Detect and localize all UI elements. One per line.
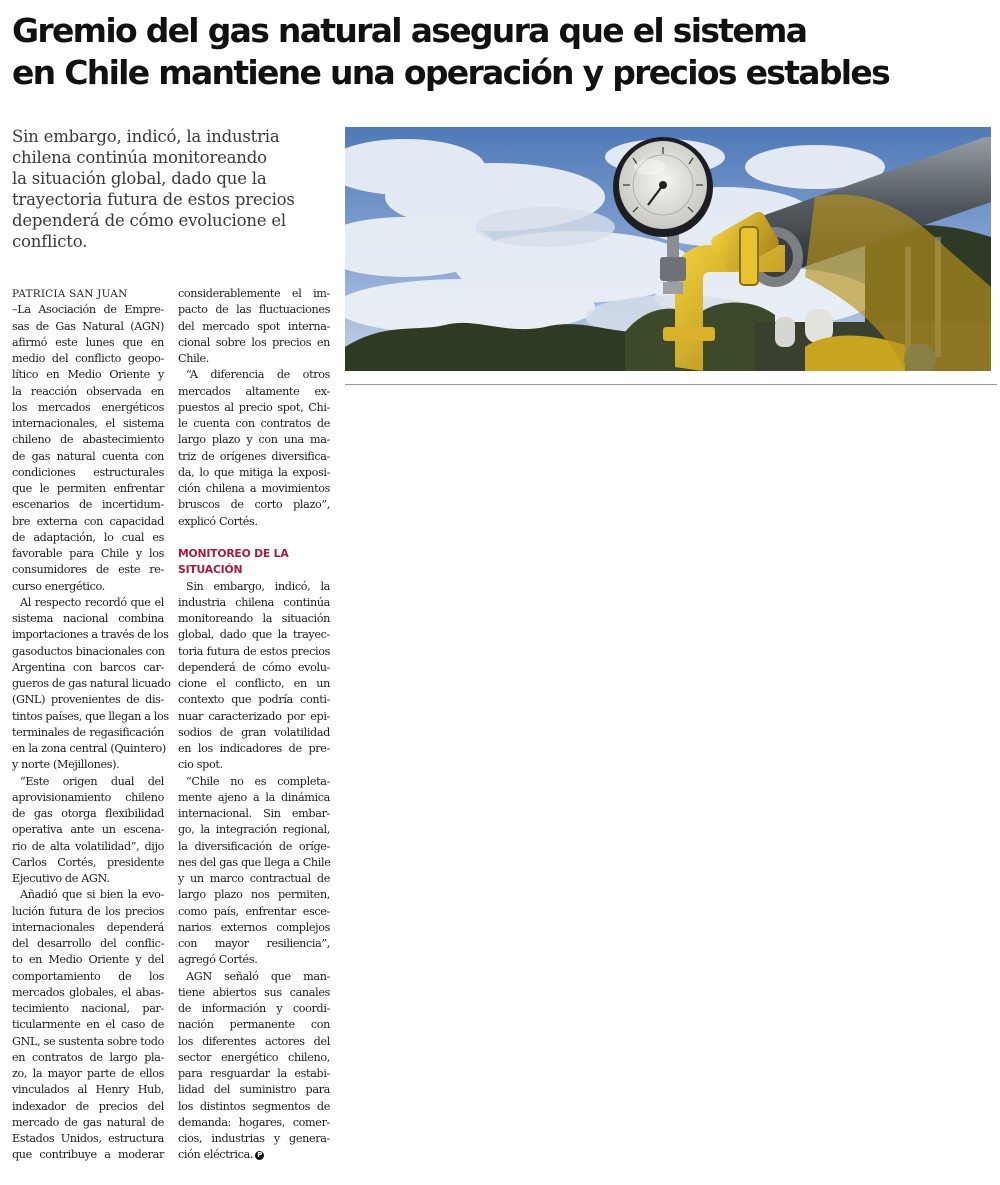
body-line: pacto de las fluctuaciones: [178, 303, 330, 317]
headline-line: Gremio del gas natural asegura que el sistema: [12, 11, 807, 50]
body-line: (GNL) provenientes de dis-: [12, 693, 164, 707]
body-line: lítico en Medio Oriente y: [12, 368, 164, 382]
body-line: “Este origen dual del: [20, 774, 164, 788]
body-line: operativa ante un escena-: [12, 823, 164, 837]
body-line: sistema nacional combina: [12, 612, 164, 625]
body-line: condiciones estructurales: [12, 465, 164, 479]
body-line: mente ajeno a la dinámica: [178, 790, 330, 804]
body-line: dependerá de cómo evolu-: [178, 660, 330, 674]
body-line: internacionales dependerá: [12, 920, 164, 934]
body-line: vinculados al Henry Hub,: [12, 1083, 164, 1097]
body-line: de información y coordi-: [178, 1002, 330, 1015]
body-line: mercado de gas natural de: [12, 1115, 164, 1129]
body-line: rio de alta volatilidad”, dijo: [12, 839, 164, 853]
body-line: ción chilena a movimientos: [178, 482, 330, 495]
section-subhead: MONITOREO DE LA: [178, 547, 289, 560]
body-line: y un marco contractual de: [178, 872, 330, 885]
body-line: ticularmente en el caso de: [12, 1018, 164, 1032]
body-line: de gas otorga flexibilidad: [12, 807, 164, 820]
gas-pressure-gauge-photo: [345, 127, 991, 371]
body-line: que le permiten enfrentar: [12, 482, 164, 495]
body-line: con mayor resiliencia”,: [178, 937, 330, 950]
end-of-article-icon: P: [255, 1151, 264, 1160]
lead-line: trayectoria futura de estos precios: [12, 190, 295, 209]
body-line-last: [178, 1147, 330, 1163]
body-line: Carlos Cortés, presidente: [12, 855, 164, 869]
body-line: toria futura de estos precios: [178, 644, 330, 658]
article-column-2: [178, 286, 330, 1164]
body-line: narios externos complejos: [178, 920, 330, 934]
body-line: comportamiento de los: [12, 969, 164, 983]
body-line: chileno de abastecimiento: [12, 433, 164, 447]
body-line: GNL, se sustenta sobre todo: [12, 1034, 164, 1048]
body-line: terminales de regasificación: [12, 725, 164, 739]
body-line: largo plazo nos permiten,: [178, 888, 330, 902]
body-line: “A diferencia de otros: [186, 368, 330, 382]
body-line: nes del gas que llega a Chile: [178, 855, 331, 869]
body-line: en contratos de largo pla-: [12, 1050, 164, 1064]
body-line: nación permanente con: [178, 1018, 330, 1032]
body-line: en los indicadores de pre-: [178, 742, 330, 755]
body-line: consumidores de este re-: [12, 563, 164, 577]
body-line: tintos países, que llegan a los: [12, 709, 169, 723]
body-line: largo plazo y con una ma-: [178, 433, 330, 447]
body-line: lidad del suministro para: [178, 1083, 330, 1097]
lead-line: dependerá de cómo evolucione el: [12, 211, 287, 230]
body-line: y norte (Mejillones).: [12, 758, 120, 772]
body-line: agregó Cortés.: [178, 953, 258, 967]
article-column-1: [12, 286, 171, 1164]
body-line: to en Medio Oriente y del: [12, 953, 164, 967]
body-line: sodios de gran volatilidad: [178, 725, 330, 739]
body-line: la diversificación de oríge-: [178, 839, 330, 853]
body-line: cione el conflicto, en un: [178, 677, 330, 690]
body-line: gasoductos binacionales con: [12, 644, 165, 658]
body-line: explicó Cortés.: [178, 514, 258, 528]
body-line: curso energético.: [12, 579, 105, 593]
body-line: sas de Gas Natural (AGN): [12, 319, 164, 333]
body-line: Añadió que si bien la evo-: [20, 888, 164, 902]
body-line: internacionales, el sistema: [12, 417, 164, 430]
section-subhead: SITUACIÓN: [178, 563, 243, 577]
body-line: zo, la mayor parte de ellos: [12, 1067, 164, 1080]
body-line: los diferentes actores del: [178, 1034, 330, 1048]
body-line: bre externa con capacidad: [12, 514, 164, 528]
body-line: tecimiento nacional, par-: [12, 1002, 164, 1015]
body-line: que contribuye a moderar: [12, 1148, 164, 1162]
lead-line: chilena continúa monitoreando: [12, 148, 267, 167]
body-line: cio spot.: [178, 758, 223, 772]
body-line: de adaptación, lo cual es: [12, 530, 164, 544]
body-line: demanda: hogares, comer-: [178, 1115, 330, 1129]
body-line: ción eléctrica.: [178, 1148, 254, 1162]
body-line: del mercado spot interna-: [178, 319, 330, 333]
byline: PATRICIA SAN JUAN: [12, 288, 128, 300]
body-line: favorable para Chile y los: [12, 547, 164, 560]
body-line: escenarios de incertidum-: [12, 498, 164, 512]
body-line: del desarrollo del conflic-: [12, 937, 164, 950]
body-line: aprovisionamiento chileno: [12, 790, 164, 804]
body-line: medio del conflicto geopo-: [12, 352, 164, 365]
body-line: triz de orígenes diversifica-: [178, 449, 330, 463]
body-line: global, dado que la trayec-: [178, 628, 330, 642]
body-line: en la zona central (Quintero): [12, 742, 166, 755]
body-line: lución futura de los precios: [12, 904, 164, 918]
body-line: AGN señaló que man-: [186, 969, 330, 983]
body-line: mercados globales, el abas-: [12, 985, 164, 999]
body-line: tiene abiertos sus canales: [178, 985, 330, 999]
body-line: indexador de precios del: [12, 1099, 164, 1113]
body-line: de gas natural cuenta con: [12, 449, 164, 463]
lead-line: Sin embargo, indicó, la industria: [12, 127, 280, 146]
body-line: afirmó este lunes que en: [12, 335, 164, 349]
body-line: los distintos segmentos de: [178, 1099, 330, 1113]
divider-rule: [345, 384, 997, 385]
body-line: –La Asociación de Empre-: [12, 303, 164, 317]
body-line: como país, enfrentar esce-: [178, 904, 330, 918]
spacer: [178, 530, 330, 546]
headline: [12, 10, 992, 94]
body-line: da, lo que mitiga la exposi-: [178, 465, 330, 479]
body-line: monitoreando la situación: [178, 612, 330, 625]
body-line: para resguardar la estabi-: [178, 1067, 330, 1080]
body-line: considerablemente el im-: [178, 287, 330, 300]
body-line: Ejecutivo de AGN.: [12, 872, 110, 885]
headline-line: en Chile mantiene una operación y precios estables: [12, 53, 890, 92]
body-line: cios, industrias y genera-: [178, 1132, 330, 1145]
body-line: bruscos de corto plazo”,: [178, 498, 330, 512]
body-line: Chile.: [178, 352, 209, 365]
body-line: le cuenta con contratos de: [178, 417, 330, 430]
body-line: mercados altamente ex-: [178, 384, 330, 398]
body-line: gueros de gas natural licuado: [12, 677, 171, 690]
body-line: go, la integración regional,: [178, 823, 330, 837]
lead-line: la situación global, dado que la: [12, 169, 267, 188]
lead-paragraph: [12, 126, 332, 252]
body-line: industria chilena continúa: [178, 595, 330, 609]
body-line: nuar caracterizado por epi-: [178, 709, 330, 723]
body-line: “Chile no es completa-: [186, 774, 330, 788]
body-line: puestos al precio spot, Chi-: [178, 400, 330, 414]
body-line: los mercados energéticos: [12, 400, 164, 414]
body-line: Al respecto recordó que el: [20, 595, 164, 609]
body-line: internacional. Sin embar-: [178, 807, 330, 820]
body-line: la reacción observada en: [12, 384, 164, 398]
body-line: importaciones a través de los: [12, 628, 169, 642]
body-line: sector energético chileno,: [178, 1050, 330, 1064]
body-line: Estados Unidos, estructura: [12, 1132, 164, 1145]
body-line: contexto que podría conti-: [178, 693, 330, 707]
body-line: cional sobre los precios en: [178, 335, 330, 349]
lead-line: conflicto.: [12, 232, 88, 251]
body-line: Sin embargo, indicó, la: [186, 579, 330, 593]
body-line: Argentina con barcos car-: [12, 660, 164, 674]
